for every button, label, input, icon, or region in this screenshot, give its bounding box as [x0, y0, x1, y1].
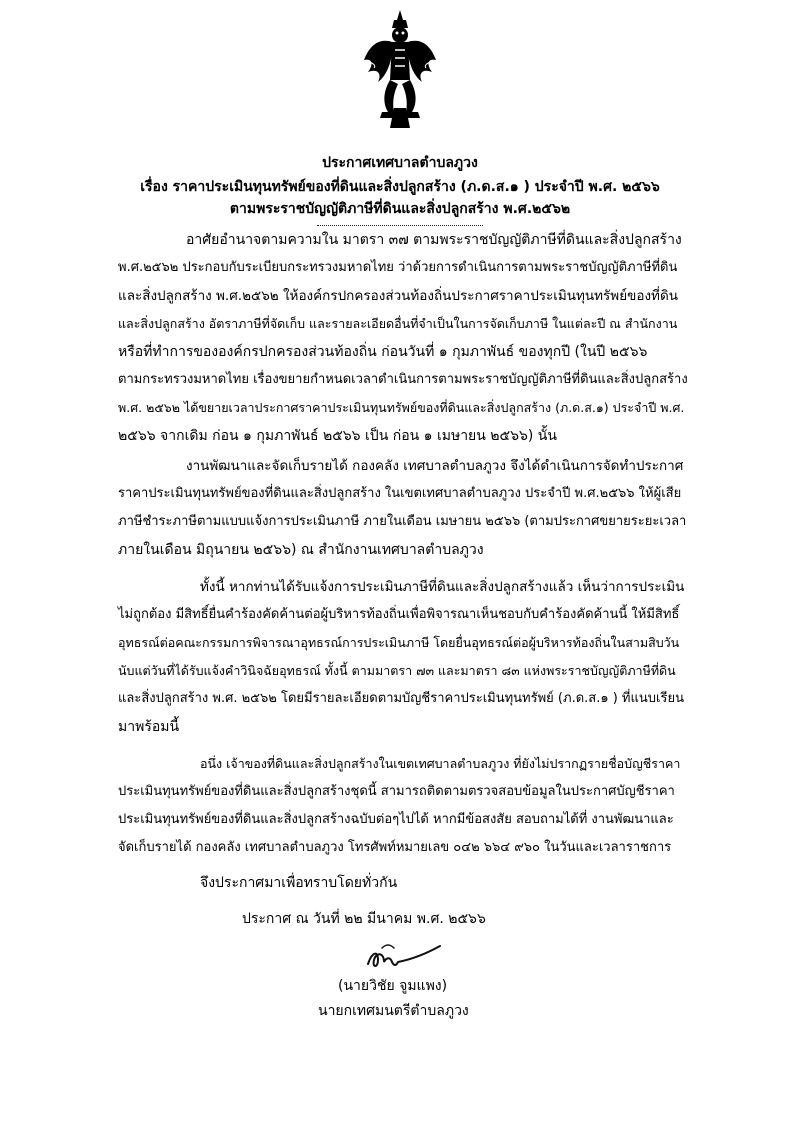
body-line: พ.ศ. ๒๕๖๒ ได้ขยายเวลาประกาศราคาประเมินทุนทรัพย์ของที่ดินและสิ่งปลูกสร้าง (ภ.ด.ส.๑) ประจำปี พ.ศ.	[118, 400, 685, 415]
body-line: อุทธรณ์ต่อคณะกรรมการพิจารณาอุทธรณ์การประเมินภาษี โดยยื่นอุทธรณ์ต่อผู้บริหารท้องถิ่นในสามสิบวัน	[118, 635, 680, 650]
announcement-subject: เรื่อง ราคาประเมินทุนทรัพย์ของที่ดินและสิ่งปลูกสร้าง (ภ.ด.ส.๑ ) ประจำปี พ.ศ. ๒๕๖๖	[140, 179, 660, 195]
body-line: อนึ่ง เจ้าของที่ดินและสิ่งปลูกสร้างในเขตเทศบาลตำบลภูวง ที่ยังไม่ปรากฏรายชื่อบัญชีราคา	[200, 756, 681, 771]
body-line: มาพร้อมนี้	[118, 719, 180, 735]
body-line: นับแต่วันที่ได้รับแจ้งคำวินิจฉัยอุทธรณ์ ทั้งนี้ ตามมาตรา ๗๓ และมาตรา ๘๓ แห่งพระราชบัญญัติภาษีที่ดิน	[118, 663, 676, 678]
garuda-emblem-icon	[362, 8, 438, 132]
body-line: จัดเก็บรายได้ กองคลัง เทศบาลตำบลภูวง โทรศัพท์หมายเลข ๐๔๒ ๖๖๔ ๙๖๐ ในวันและเวลาราชการ	[118, 840, 672, 855]
body-line: ไม่ถูกต้อง มีสิทธิ์ยื่นคำร้องคัดค้านต่อผู้บริหารท้องถิ่นเพื่อพิจารณาเห็นชอบกับคำร้องคัดค้านนี้ ให้มีสิทธิ์	[118, 607, 680, 622]
date-line: ประกาศ ณ วันที่ ๒๒ มีนาคม พ.ศ. ๒๕๖๖	[242, 911, 486, 927]
separator-dots	[317, 225, 483, 226]
body-line: และสิ่งปลูกสร้าง อัตราภาษีที่จัดเก็บ และรายละเอียดอื่นที่จำเป็นในการจัดเก็บภาษี ในแต่ละปี ณ สำนักงาน	[118, 316, 678, 331]
body-line: ตามกระทรวงมหาดไทย เรื่องขยายกำหนดเวลาดำเนินการตามพระราชบัญญัติภาษีที่ดินและสิ่งปลูกสร้าง	[118, 372, 688, 387]
body-line: และสิ่งปลูกสร้าง พ.ศ.๒๕๖๒ ให้องค์กรปกครองส่วนท้องถิ่นประกาศราคาประเมินทุนทรัพย์ของที่ดิน	[118, 288, 678, 304]
signer-position: นายกเทศมนตรีตำบลภูวง	[318, 1003, 469, 1019]
body-line: พ.ศ.๒๕๖๒ ประกอบกับระเบียบกระทรวงมหาดไทย ว่าด้วยการดำเนินการตามพระราชบัญญัติภาษีที่ดิน	[118, 260, 678, 275]
body-line: ภาษีชำระภาษีตามแบบแจ้งการประเมินภาษี ภายในเดือน เมษายน ๒๕๖๖ (ตามประกาศขยายระยะเวลา	[118, 514, 687, 529]
announcement-act: ตามพระราชบัญญัติภาษีที่ดินและสิ่งปลูกสร้าง พ.ศ.๒๕๖๒	[229, 201, 571, 217]
handwritten-signature	[364, 938, 444, 978]
body-line: ประเมินทุนทรัพย์ของที่ดินและสิ่งปลูกสร้างชุดนี้ สามารถติดตามตรวจสอบข้อมูลในประกาศบัญชีราคา	[118, 784, 675, 799]
body-line: และสิ่งปลูกสร้าง พ.ศ. ๒๕๖๒ โดยมีรายละเอียดตามบัญชีราคาประเมินทุนทรัพย์ (ภ.ด.ส.๑ ) ที่แนบเรียน	[118, 691, 684, 706]
body-line: ทั้งนี้ หากท่านได้รับแจ้งการประเมินภาษีที่ดินและสิ่งปลูกสร้างแล้ว เห็นว่าการประเมิน	[200, 579, 685, 595]
body-line: หรือที่ทำการขององค์กรปกครองส่วนท้องถิ่น ก่อนวันที่ ๑ กุมภาพันธ์ ของทุกปี (ในปี ๒๕๖๖	[118, 344, 648, 360]
body-line: ภายในเดือน มิถุนายน ๒๕๖๖) ณ สำนักงานเทศบาลตำบลภูวง	[118, 542, 484, 558]
closing-line: จึงประกาศมาเพื่อทราบโดยทั่วกัน	[200, 875, 398, 891]
body-line: ๒๕๖๖ จากเดิม ก่อน ๑ กุมภาพันธ์ ๒๕๖๖ เป็น ก่อน ๑ เมษายน ๒๕๖๖) นั้น	[118, 428, 557, 444]
body-line: ประเมินทุนทรัพย์ของที่ดินและสิ่งปลูกสร้างฉบับต่อๆไปได้ หากมีข้อสงสัย สอบถามได้ที่ งานพัฒนาและ	[118, 812, 674, 827]
announcement-office: ประกาศเทศบาลตำบลภูวง	[322, 155, 478, 171]
body-line: งานพัฒนาและจัดเก็บรายได้ กองคลัง เทศบาลตำบลภูวง จึงได้ดำเนินการจัดทำประกาศ	[186, 458, 684, 474]
signer-name: (นายวิชัย จูมแพง)	[338, 978, 448, 994]
body-line: อาศัยอำนาจตามความใน มาตรา ๓๗ ตามพระราชบัญญัติภาษีที่ดินและสิ่งปลูกสร้าง	[186, 232, 682, 248]
body-line: ราคาประเมินทุนทรัพย์ของที่ดินและสิ่งปลูกสร้าง ในเขตเทศบาลตำบลภูวง ประจำปี พ.ศ.๒๕๖๖ ให้ผู้เสีย	[118, 486, 682, 501]
